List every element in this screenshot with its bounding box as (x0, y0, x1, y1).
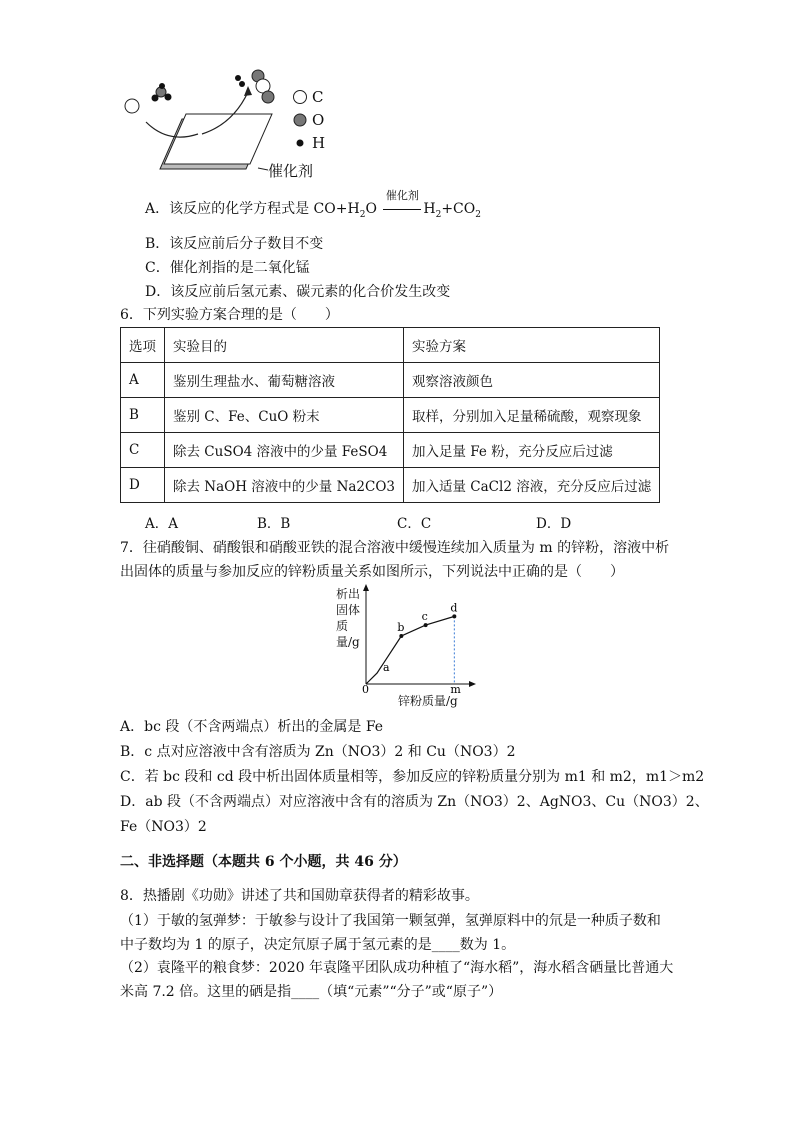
row-a-plan: 观察溶液颜色 (404, 363, 660, 398)
catalyst-label: 催化剂 (268, 162, 314, 180)
catalyst-leader-line (258, 168, 268, 170)
series-line (366, 616, 454, 684)
legend-o-label: O (312, 111, 325, 129)
h2o-hydrogen-3 (159, 83, 165, 89)
h2-atom-2 (239, 81, 245, 87)
q7-option-b: B．c 点对应溶液中含有溶质为 Zn（NO3）2 和 Cu（NO3）2 (120, 744, 516, 760)
point-d (452, 614, 456, 618)
q8-stem: 8．热播剧《功勋》讲述了共和国勋章获得者的精彩故事。 (120, 888, 479, 904)
origin-label: 0 (362, 683, 369, 696)
legend-c-label: C (312, 88, 324, 106)
row-b-purpose: 鉴别 C、Fe、CuO 粉末 (165, 398, 404, 433)
q7-option-d: D．ab 段（不含两端点）对应溶液中含有的溶质为 Zn（NO3）2、AgNO3、Cu（NO3）2、 (120, 794, 709, 810)
q5-option-c: C．催化剂指的是二氧化锰 (145, 260, 310, 276)
header-purpose: 实验目的 (165, 328, 404, 363)
header-option: 选项 (121, 328, 165, 363)
table-row (121, 468, 660, 503)
row-d-purpose: 除去 NaOH 溶液中的少量 Na2CO3 (165, 468, 404, 503)
catalyst-condition: 催化剂 (381, 201, 423, 217)
point-c (424, 623, 428, 627)
header-plan: 实验方案 (404, 328, 660, 363)
row-d-plan: 加入适量 CaCl2 溶液，充分反应后过滤 (404, 468, 660, 503)
q6-option-b: B．B (257, 516, 291, 532)
q5-option-d: D．该反应前后氢元素、碳元素的化合价发生改变 (145, 284, 451, 300)
q6-table (120, 327, 660, 503)
q7-stem-line2: 出固体的质量与参加反应的锌粉质量关系如图所示，下列说法中正确的是（ ） (120, 564, 624, 580)
catalyst-plate-top (164, 114, 272, 164)
row-d-option: D (121, 468, 165, 503)
q6-stem: 6．下列实验方案合理的是（ ） (120, 307, 339, 323)
table-header-row (121, 328, 660, 363)
q7-option-a: A．bc 段（不含两端点）析出的金属是 Fe (120, 719, 384, 735)
legend-o-swatch (294, 114, 306, 126)
point-label-d: d (450, 601, 458, 615)
q8-2-line1: （2）袁隆平的粮食梦：2020 年袁隆平团队成功种植了“海水稻”，海水稻含硒量比普通大 (120, 960, 674, 976)
q7-option-c: C．若 bc 段和 cd 段中析出固体质量相等，参加反应的锌粉质量分别为 m1 和 m2，m1＞m2 (120, 769, 705, 785)
co-molecule-carbon (125, 99, 139, 113)
h2o-hydrogen-1 (152, 95, 159, 102)
table-row (121, 398, 660, 433)
q6-option-d: D．D (536, 516, 572, 532)
q5-option-b: B．该反应前后分子数目不变 (145, 236, 324, 252)
q6-option-a: A．A (145, 516, 178, 532)
row-a-option: A (121, 363, 165, 398)
chart-ylabel: 析出固体质量/g (336, 587, 361, 649)
q7-option-d-cont: Fe（NO3）2 (120, 819, 207, 835)
table-row (121, 363, 660, 398)
h2-atom-1 (235, 75, 241, 81)
row-c-plan: 加入足量 Fe 粉，充分反应后过滤 (404, 433, 660, 468)
q5-option-a: A．该反应的化学方程式是 $CO+H_2O$ 催化剂 $H_2+CO_2$ (145, 189, 481, 220)
legend-h-swatch (297, 140, 304, 147)
q7-stem-line1: 7．往硝酸铜、硝酸银和硝酸亚铁的混合溶液中缓慢连续加入质量为 m 的锌粉，溶液中析 (120, 540, 670, 556)
arrow-out-head (244, 86, 252, 96)
point-b (399, 634, 403, 638)
q8-1-line1: （1）于敏的氢弹梦：于敏参与设计了我国第一颗氢弹，氢弹原料中的氘是一种质子数和 (120, 913, 661, 929)
point-label-b: b (397, 621, 405, 634)
x-tick-label-m: m (450, 683, 461, 696)
row-a-purpose: 鉴别生理盐水、葡萄糖溶液 (165, 363, 404, 398)
point-label-c: c (421, 610, 428, 624)
x-axis-arrow (469, 681, 476, 687)
row-c-purpose: 除去 CuSO4 溶液中的少量 FeSO4 (165, 433, 404, 468)
chart-xlabel: 锌粉质量/g (398, 694, 458, 708)
row-b-option: B (121, 398, 165, 433)
row-c-option: C (121, 433, 165, 468)
legend-c-swatch (294, 91, 307, 104)
section2-heading: 二、非选择题（本题共 6 个小题，共 46 分） (120, 854, 407, 870)
q6-option-c: C．C (397, 516, 432, 532)
q8-2-line2: 米高 7.2 倍。这里的硒是指____（填“元素”“分子”或“原子”） (120, 984, 503, 1000)
q8-1-line2: 中子数均为 1 的原子，决定氘原子属于氢元素的是____数为 1。 (120, 937, 516, 953)
y-axis-arrow (363, 584, 369, 591)
co2-oxygen-2 (262, 91, 274, 103)
table-row (121, 433, 660, 468)
point-label-a: a (383, 661, 390, 675)
h2o-hydrogen-2 (165, 94, 172, 101)
legend-h-label: H (312, 134, 326, 152)
row-b-plan: 取样，分别加入足量稀硫酸，观察现象 (404, 398, 660, 433)
